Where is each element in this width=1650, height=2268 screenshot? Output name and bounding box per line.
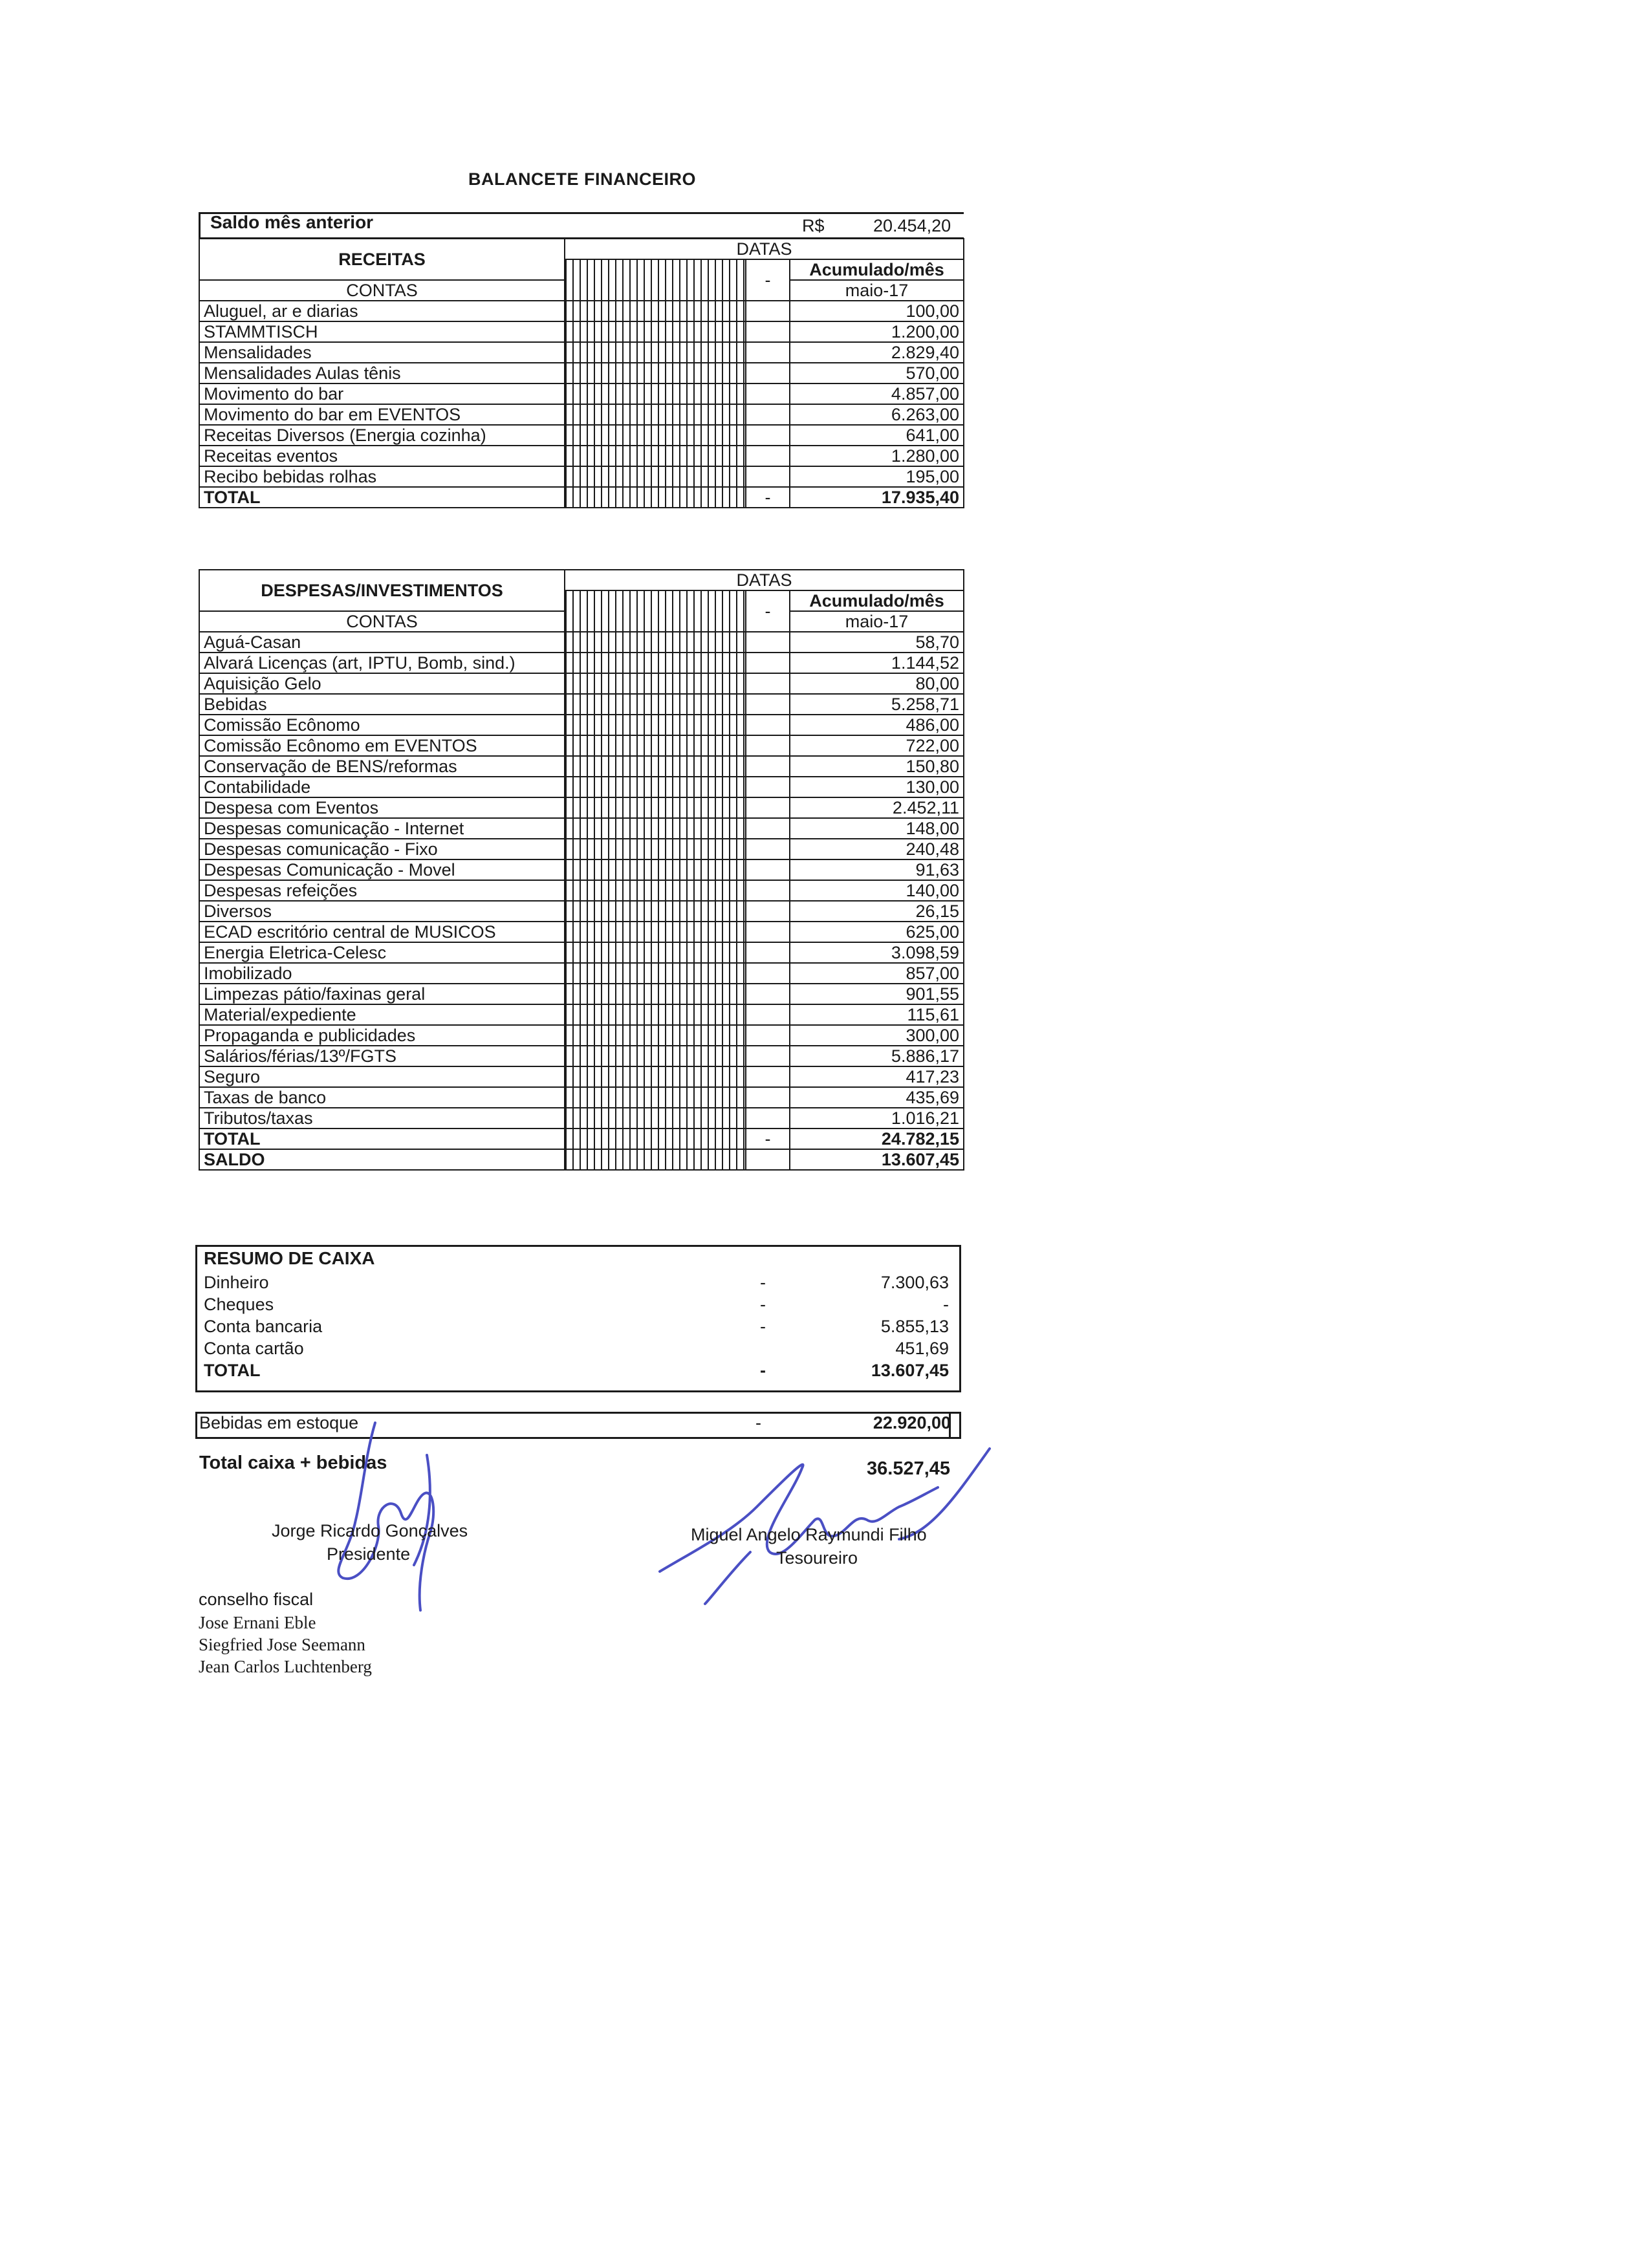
conta-label: Salários/férias/13º/FGTS [199, 1046, 565, 1066]
dash-cell [746, 797, 790, 818]
table-row [199, 321, 964, 342]
resumo-value: 451,69 [895, 1339, 949, 1358]
valor-cell: 2.452,11 [790, 797, 964, 818]
dash-cell [746, 880, 790, 901]
table-row [199, 1025, 964, 1046]
receitas-acumulado-label: Acumulado/mês [790, 259, 964, 280]
dash-cell [746, 1046, 790, 1066]
valor-cell: 140,00 [790, 880, 964, 901]
dates-cell [565, 673, 746, 694]
dates-cell [565, 777, 746, 797]
conta-label: Despesa com Eventos [199, 797, 565, 818]
dash-cell [746, 839, 790, 859]
dash-cell [746, 446, 790, 466]
dash-cell [746, 653, 790, 673]
despesas-dates-dash: - [746, 590, 790, 632]
tesoureiro-name: Miguel Angelo Raymundi Filho [691, 1525, 927, 1544]
valor-cell: 115,61 [790, 1004, 964, 1025]
resumo-caixa-box [195, 1245, 961, 1392]
dates-cell [565, 859, 746, 880]
valor-cell: 486,00 [790, 715, 964, 735]
resumo-label: TOTAL [204, 1361, 261, 1380]
valor-cell: 1.016,21 [790, 1108, 964, 1129]
receitas-total-dates [565, 487, 746, 508]
resumo-label: Conta cartão [204, 1339, 304, 1358]
table-row [199, 383, 964, 404]
receitas-dates-grid [565, 259, 746, 301]
conta-label: Comissão Ecônomo em EVENTOS [199, 735, 565, 756]
conta-label: Tributos/taxas [199, 1108, 565, 1129]
valor-cell: 195,00 [790, 466, 964, 487]
resumo-label: Conta bancaria [204, 1317, 323, 1336]
valor-cell: 6.263,00 [790, 404, 964, 425]
despesas-saldo-dates [565, 1149, 746, 1170]
valor-cell: 300,00 [790, 1025, 964, 1046]
resumo-dash: - [760, 1295, 766, 1314]
dash-cell [746, 321, 790, 342]
valor-cell: 570,00 [790, 363, 964, 383]
valor-cell: 641,00 [790, 425, 964, 446]
dash-cell [746, 404, 790, 425]
valor-cell: 4.857,00 [790, 383, 964, 404]
conta-label: Despesas comunicação - Internet [199, 818, 565, 839]
resumo-dash: - [760, 1361, 766, 1380]
tesoureiro-role: Tesoureiro [776, 1548, 858, 1568]
conta-label: Receitas eventos [199, 446, 565, 466]
conta-label: Despesas comunicação - Fixo [199, 839, 565, 859]
valor-cell: 240,48 [790, 839, 964, 859]
valor-cell: 2.829,40 [790, 342, 964, 363]
dash-cell [746, 756, 790, 777]
conta-label: Diversos [199, 901, 565, 922]
dates-cell [565, 735, 746, 756]
dates-cell [565, 839, 746, 859]
dates-cell [565, 922, 746, 942]
table-row [199, 342, 964, 363]
receitas-datas-label: DATAS [565, 239, 964, 259]
table-row [199, 694, 964, 715]
conta-label: Aquisição Gelo [199, 673, 565, 694]
conta-label: Seguro [199, 1066, 565, 1087]
dash-cell [746, 632, 790, 653]
despesas-dates-grid [565, 590, 746, 632]
dates-cell [565, 880, 746, 901]
table-row [199, 818, 964, 839]
table-row [199, 859, 964, 880]
table-row [199, 1004, 964, 1025]
conta-label: Aguá-Casan [199, 632, 565, 653]
resumo-row [204, 1361, 953, 1383]
table-row [199, 446, 964, 466]
valor-cell: 1.280,00 [790, 446, 964, 466]
conta-label: Propaganda e publicidades [199, 1025, 565, 1046]
resumo-value: 7.300,63 [880, 1273, 949, 1292]
resumo-row [204, 1295, 953, 1317]
resumo-row [204, 1317, 953, 1339]
estoque-value: 22.920,00 [873, 1413, 951, 1432]
conta-label: Material/expediente [199, 1004, 565, 1025]
dash-cell [746, 735, 790, 756]
dash-cell [746, 301, 790, 321]
valor-cell: 80,00 [790, 673, 964, 694]
table-row [199, 632, 964, 653]
dates-cell [565, 404, 746, 425]
dates-cell [565, 963, 746, 984]
conta-label: Imobilizado [199, 963, 565, 984]
despesas-total-dates [565, 1129, 746, 1149]
valor-cell: 857,00 [790, 963, 964, 984]
conselho-fiscal-member: Jose Ernani Eble [199, 1613, 316, 1632]
despesas-total-label: TOTAL [199, 1129, 565, 1149]
receitas-period: maio-17 [790, 280, 964, 301]
dates-cell [565, 632, 746, 653]
conta-label: Alvará Licenças (art, IPTU, Bomb, sind.) [199, 653, 565, 673]
dates-cell [565, 363, 746, 383]
presidente-name: Jorge Ricardo Gonçalves [272, 1521, 468, 1540]
dates-cell [565, 1066, 746, 1087]
receitas-contas-label: CONTAS [199, 280, 565, 301]
dash-cell [746, 1066, 790, 1087]
dates-cell [565, 1108, 746, 1129]
valor-cell: 901,55 [790, 984, 964, 1004]
conta-label: Movimento do bar em EVENTOS [199, 404, 565, 425]
saldo-anterior-value: 20.454,20 [873, 216, 951, 235]
conta-label: Conservação de BENS/reformas [199, 756, 565, 777]
table-row [199, 839, 964, 859]
valor-cell: 5.886,17 [790, 1046, 964, 1066]
conselho-fiscal-member: Siegfried Jose Seemann [199, 1635, 365, 1654]
table-row [199, 425, 964, 446]
dates-cell [565, 756, 746, 777]
resumo-value: - [943, 1295, 949, 1314]
table-row [199, 404, 964, 425]
despesas-acumulado-label: Acumulado/mês [790, 590, 964, 611]
valor-cell: 417,23 [790, 1066, 964, 1087]
dash-cell [746, 383, 790, 404]
table-row [199, 301, 964, 321]
table-row [199, 756, 964, 777]
conta-label: Despesas Comunicação - Movel [199, 859, 565, 880]
despesas-section-label: DESPESAS/INVESTIMENTOS [199, 570, 565, 611]
table-row [199, 466, 964, 487]
dash-cell [746, 818, 790, 839]
receitas-dates-dash: - [746, 259, 790, 301]
receitas-total-value: 17.935,40 [790, 487, 964, 508]
table-row [199, 880, 964, 901]
valor-cell: 150,80 [790, 756, 964, 777]
despesas-saldo-empty [746, 1149, 790, 1170]
despesas-table [199, 569, 964, 1171]
resumo-value: 5.855,13 [880, 1317, 949, 1336]
dates-cell [565, 321, 746, 342]
dash-cell [746, 984, 790, 1004]
conta-label: STAMMTISCH [199, 321, 565, 342]
conta-label: Bebidas [199, 694, 565, 715]
dates-cell [565, 818, 746, 839]
dash-cell [746, 1108, 790, 1129]
dash-cell [746, 466, 790, 487]
table-row [199, 673, 964, 694]
valor-cell: 1.200,00 [790, 321, 964, 342]
despesas-contas-label: CONTAS [199, 611, 565, 632]
valor-cell: 1.144,52 [790, 653, 964, 673]
dates-cell [565, 1046, 746, 1066]
dash-cell [746, 363, 790, 383]
dates-cell [565, 383, 746, 404]
table-row [199, 735, 964, 756]
despesas-saldo-label: SALDO [199, 1149, 565, 1170]
despesas-total-value: 24.782,15 [790, 1129, 964, 1149]
dash-cell [746, 777, 790, 797]
dash-cell [746, 1025, 790, 1046]
valor-cell: 722,00 [790, 735, 964, 756]
document-title: BALANCETE FINANCEIRO [468, 169, 696, 189]
conta-label: Movimento do bar [199, 383, 565, 404]
conta-label: Contabilidade [199, 777, 565, 797]
conta-label: ECAD escritório central de MUSICOS [199, 922, 565, 942]
dash-cell [746, 1087, 790, 1108]
dash-cell [746, 963, 790, 984]
conta-label: Receitas Diversos (Energia cozinha) [199, 425, 565, 446]
receitas-total-label: TOTAL [199, 487, 565, 508]
table-row [199, 1066, 964, 1087]
dates-cell [565, 901, 746, 922]
conselho-fiscal-member: Jean Carlos Luchtenberg [199, 1657, 372, 1676]
total-caixa-bebidas-label: Total caixa + bebidas [199, 1453, 387, 1473]
dash-cell [746, 1004, 790, 1025]
resumo-label: Dinheiro [204, 1273, 269, 1292]
table-row [199, 777, 964, 797]
despesas-period: maio-17 [790, 611, 964, 632]
dates-cell [565, 342, 746, 363]
saldo-anterior-currency: R$ [802, 216, 825, 235]
conta-label: Aluguel, ar e diarias [199, 301, 565, 321]
resumo-label: Cheques [204, 1295, 274, 1314]
despesas-total-dash: - [746, 1129, 790, 1149]
dates-cell [565, 984, 746, 1004]
estoque-dash: - [755, 1413, 761, 1432]
presidente-role: Presidente [327, 1544, 411, 1564]
receitas-section-label: RECEITAS [199, 239, 565, 280]
table-row [199, 901, 964, 922]
table-row [199, 1046, 964, 1066]
dash-cell [746, 715, 790, 735]
table-row [199, 363, 964, 383]
conta-label: Comissão Ecônomo [199, 715, 565, 735]
dash-cell [746, 859, 790, 880]
table-row [199, 963, 964, 984]
table-row [199, 653, 964, 673]
resumo-dash: - [760, 1317, 766, 1336]
conta-label: Mensalidades [199, 342, 565, 363]
receitas-total-dash: - [746, 487, 790, 508]
saldo-anterior-label: Saldo mês anterior [210, 212, 374, 232]
total-caixa-bebidas-value: 36.527,45 [867, 1458, 951, 1479]
table-row [199, 942, 964, 963]
dates-cell [565, 301, 746, 321]
dates-cell [565, 942, 746, 963]
valor-cell: 91,63 [790, 859, 964, 880]
resumo-dash: - [760, 1273, 766, 1292]
dash-cell [746, 942, 790, 963]
dates-cell [565, 715, 746, 735]
table-row [199, 1087, 964, 1108]
dates-cell [565, 446, 746, 466]
resumo-caixa-title: RESUMO DE CAIXA [204, 1248, 375, 1268]
valor-cell: 435,69 [790, 1087, 964, 1108]
valor-cell: 26,15 [790, 901, 964, 922]
dash-cell [746, 342, 790, 363]
dash-cell [746, 922, 790, 942]
dates-cell [565, 1087, 746, 1108]
table-row [199, 715, 964, 735]
estoque-value-cell [949, 1414, 1147, 1437]
receitas-table [199, 238, 964, 508]
despesas-datas-label: DATAS [565, 570, 964, 590]
valor-cell: 58,70 [790, 632, 964, 653]
resumo-row [204, 1273, 953, 1295]
table-row [199, 984, 964, 1004]
conselho-fiscal-label: conselho fiscal [199, 1590, 314, 1609]
despesas-saldo-value: 13.607,45 [790, 1149, 964, 1170]
estoque-label: Bebidas em estoque [199, 1413, 359, 1432]
dates-cell [565, 1004, 746, 1025]
table-row [199, 922, 964, 942]
valor-cell: 3.098,59 [790, 942, 964, 963]
conta-label: Limpezas pátio/faxinas geral [199, 984, 565, 1004]
valor-cell: 5.258,71 [790, 694, 964, 715]
dates-cell [565, 1025, 746, 1046]
valor-cell: 625,00 [790, 922, 964, 942]
valor-cell: 100,00 [790, 301, 964, 321]
conta-label: Taxas de banco [199, 1087, 565, 1108]
dates-cell [565, 797, 746, 818]
conta-label: Recibo bebidas rolhas [199, 466, 565, 487]
dates-cell [565, 425, 746, 446]
conta-label: Mensalidades Aulas tênis [199, 363, 565, 383]
dash-cell [746, 425, 790, 446]
table-row [199, 1108, 964, 1129]
dash-cell [746, 901, 790, 922]
dash-cell [746, 694, 790, 715]
dates-cell [565, 653, 746, 673]
conta-label: Despesas refeições [199, 880, 565, 901]
dash-cell [746, 673, 790, 694]
valor-cell: 148,00 [790, 818, 964, 839]
valor-cell: 130,00 [790, 777, 964, 797]
dates-cell [565, 466, 746, 487]
resumo-row [204, 1339, 953, 1361]
conta-label: Energia Eletrica-Celesc [199, 942, 565, 963]
resumo-value: 13.607,45 [871, 1361, 949, 1380]
dates-cell [565, 694, 746, 715]
table-row [199, 797, 964, 818]
